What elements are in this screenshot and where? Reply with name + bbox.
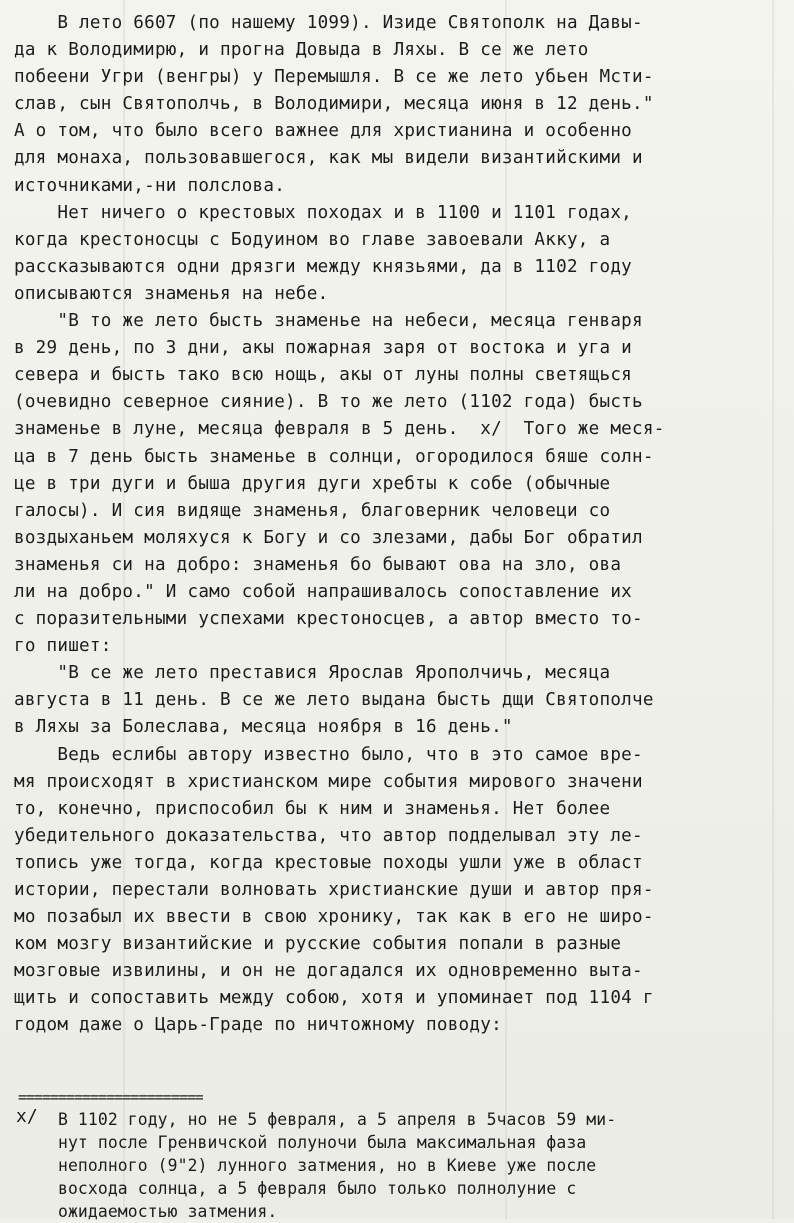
- text-line: мо позабыл их ввести в свою хронику, так как в его не широ-: [14, 907, 654, 928]
- text-line: Нет ничего о крестовых походах и в 1100 и 1101 годах,: [14, 202, 633, 223]
- main-text-block: [14, 10, 792, 1040]
- text-line: севера и бысть тако всю нощь, акы от луны полны светящься: [14, 365, 633, 386]
- text-line: в Ляхы за Болеслава, месяца ноября в 16 день.": [14, 717, 513, 738]
- text-line: галосы). И сия видяще знаменья, благоверник человеци со: [14, 500, 611, 521]
- footnote-line: нут после Гренвичской полуночи была максимальная фаза: [58, 1133, 587, 1152]
- footnote-line: В 1102 году, но не 5 февраля, а 5 апреля в 5часов 59 ми-: [58, 1110, 617, 1129]
- footnote-marker: x/: [16, 1106, 38, 1127]
- footnote-line: ожидаемостью затмения.: [58, 1202, 278, 1221]
- text-line: А о том, что было всего важнее для христианина и особенно: [14, 121, 633, 142]
- text-line: когда крестоносцы с Бодуином во главе завоевали Акку, а: [14, 229, 611, 250]
- text-line: описываются знаменья на небе.: [14, 283, 329, 304]
- text-line: да к Володимирю, и прогна Довыда в Ляхы. В се же лето: [14, 40, 589, 61]
- text-line: убедительного доказательства, что автор подделывал эту ле-: [14, 825, 643, 846]
- text-line: слав, сын Святополчь, в Володимири, месяца июня в 12 день.": [14, 94, 654, 115]
- text-line: го пишет:: [14, 636, 112, 657]
- text-line: "В се же лето преставися Ярослав Ярополчичь, месяца: [14, 663, 611, 684]
- text-line: "В то же лето бысть знаменье на небеси, месяца генваря: [14, 311, 643, 332]
- footnote-block: [58, 1108, 792, 1223]
- footnote-line: неполного (9"2) лунного затмения, но в Киеве уже после: [58, 1156, 597, 1175]
- text-line: с поразительными успехами крестоносцев, а автор вместо то-: [14, 609, 643, 630]
- text-line: истории, перестали волновать христианские души и автор пря-: [14, 880, 654, 900]
- footnote-divider: =======================: [18, 1088, 203, 1106]
- text-line: мя происходят в христианском мире события мирового значени: [14, 771, 643, 792]
- text-line: мозговые извилины, и он не догадался их одновременно выта-: [14, 961, 643, 982]
- text-line: це в три дуги и быша другия дуги хребты к собе (обычные: [14, 473, 611, 494]
- text-line: знаменья си на добро: знаменья бо бывают ова на зло, ова: [14, 554, 622, 575]
- text-line: ком мозгу византийские и русские события попали в разные: [14, 934, 622, 955]
- text-line: августа в 11 день. В се же лето выдана бысть дщи Святополче: [14, 690, 654, 711]
- text-line: воздыханьем моляхуся к Богу и со злезами, дабы Бог обратил: [14, 527, 643, 548]
- text-line: годом даже о Царь-Граде по ничтожному поводу:: [14, 1015, 502, 1036]
- text-line: ли на добро." И само собой напрашивалось сопоставление их: [14, 581, 633, 602]
- text-line: то, конечно, приспособил бы к ним и знаменья. Нет более: [14, 798, 611, 819]
- text-line: В лето 6607 (по нашему 1099). Изиде Святополк на Давы-: [14, 13, 643, 33]
- text-line: (очевидно северное сияние). В то же лето (1102 года) бысть: [14, 392, 643, 413]
- text-line: щить и сопоставить между собою, хотя и упоминает под 1104 г: [14, 988, 654, 1009]
- text-line: рассказываются одни дрязги между князьями, да в 1102 году: [14, 256, 633, 277]
- text-line: ца в 7 день бысть знаменье в солнци, огородилося бяше солн-: [14, 446, 654, 467]
- footnote-line: восхода солнца, а 5 февраля было только полнолуние с: [58, 1179, 577, 1198]
- text-line: в 29 день, по 3 дни, акы пожарная заря от востока и уга и: [14, 338, 633, 359]
- text-line: знаменье в луне, месяца февраля в 5 день. x/ Того же меся-: [14, 419, 665, 440]
- text-line: Ведь еслибы автору известно было, что в это самое вре-: [14, 744, 643, 765]
- text-line: топись уже тогда, когда крестовые походы ушли уже в област: [14, 852, 643, 873]
- text-line: для монаха, пользовавшегося, как мы видели византийскими и: [14, 148, 643, 169]
- text-line: источниками,-ни полслова.: [14, 175, 286, 196]
- text-line: побеени Угри (венгры) у Перемышля. В се же лето убьен Мсти-: [14, 67, 654, 88]
